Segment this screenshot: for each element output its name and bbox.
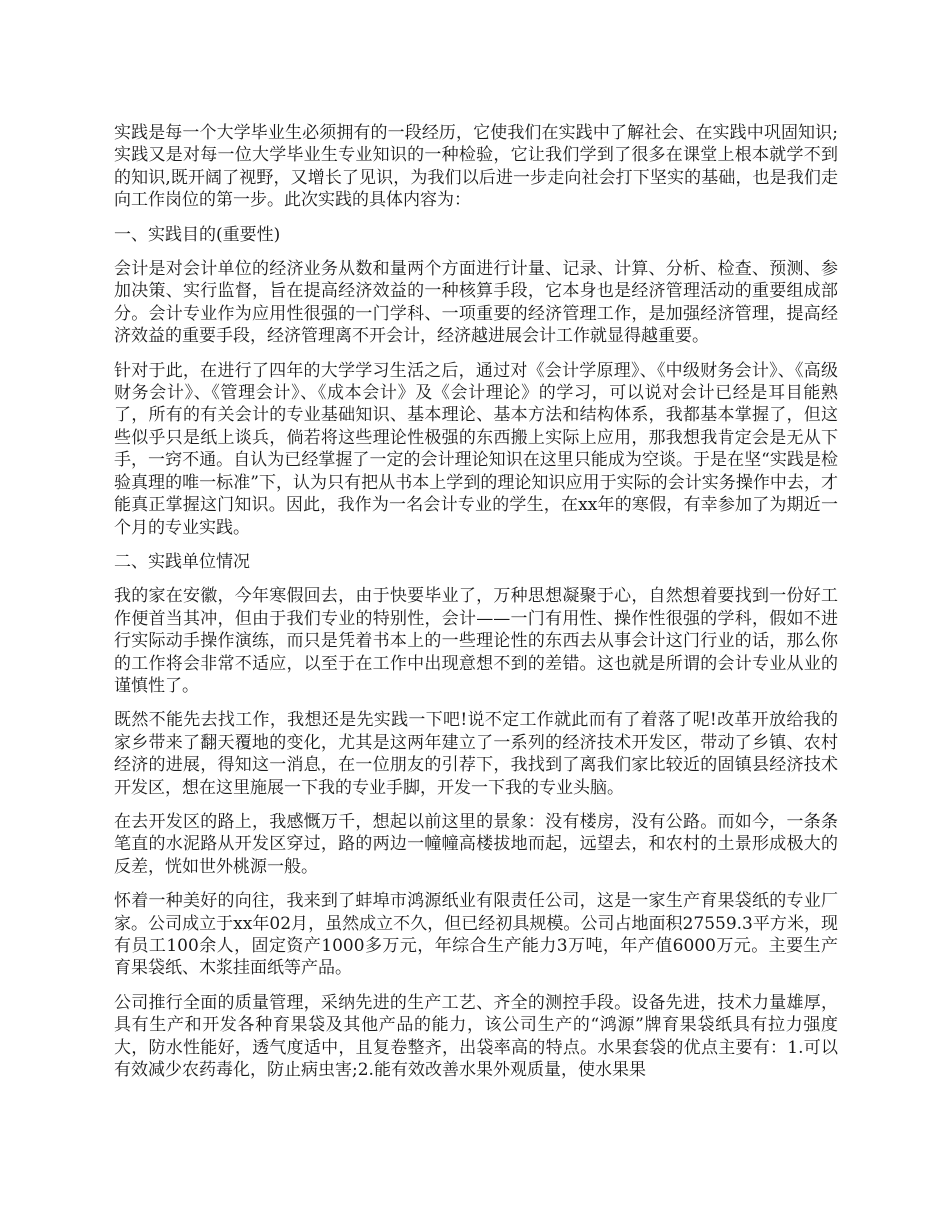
intro-paragraph: 实践是每一个大学毕业生必须拥有的一段经历，它使我们在实践中了解社会、在实践中巩固知识;实践又是对每一位大学毕业生专业知识的一种检验，它让我们学到了很多在课堂上根本就学不到的知识,既开阔了视野，又增长了见识，为我们以后进一步走向社会打下坚实的基础，也是我们走向工作岗位的第一步。此次实践的具体内容为： bbox=[114, 123, 838, 211]
paragraph-hometown: 我的家在安徽，今年寒假回去，由于快要毕业了，万种思想凝聚于心，自然想着要找到一份好工作便首当其冲，但由于我们专业的特别性，会计——一门有用性、操作性很强的学科，假如不进行实际动手操作演练，而只是凭着书本上的一些理论性的东西去从事会计这门行业的话，那么你的工作将会非常不适应，以至于在工作中出现意想不到的差错。这也就是所谓的会计专业从业的谨慎性了。 bbox=[114, 586, 838, 696]
section-heading-purpose: 一、实践目的(重要性) bbox=[114, 224, 281, 245]
paragraph-accounting-definition: 会计是对会计单位的经济业务从数和量两个方面进行计量、记录、计算、分析、检查、预测、参加决策、实行监督，旨在提高经济效益的一种核算手段，它本身也是经济管理活动的重要组成部分。会计专业作为应用性很强的一门学科、一项重要的经济管理工作，是加强经济管理，提高经济效益的重要手段，经济管理离不开会计，经济越进展会计工作就显得越重要。 bbox=[114, 259, 838, 347]
paragraph-development-zone: 既然不能先去找工作，我想还是先实践一下吧!说不定工作就此而有了着落了呢!改革开放给我的家乡带来了翻天覆地的变化，尤其是这两年建立了一系列的经济技术开发区，带动了乡镇、农村经济的进展，得知这一消息，在一位朋友的引荐下，我找到了离我们家比较近的固镇县经济技术开发区，想在这里施展一下我的专业手脚，开发一下我的专业头脑。 bbox=[114, 710, 838, 798]
paragraph-quality-management: 公司推行全面的质量管理，采纳先进的生产工艺、齐全的测控手段。设备先进，技术力量雄厚，具有生产和开发各种育果袋及其他产品的能力，该公司生产的“鸿源”牌育果袋纸具有拉力强度大，防水性能好，透气度适中，且复卷整齐，出袋率高的特点。水果套袋的优点主要有：1.可以有效减少农药毒化，防止病虫害;2.能有效改善水果外观质量，使水果果 bbox=[114, 992, 838, 1081]
paragraph-company-intro: 怀着一种美好的向往，我来到了蚌埠市鸿源纸业有限责任公司，这是一家生产育果袋纸的专业厂家。公司成立于xx年02月，虽然成立不久，但已经初具规模。公司占地面积27559.3平方米，现有员工100余人，固定资产1000多万元，年综合生产能力3万吨，年产值6000万元。主要生产育果袋纸、木浆挂面纸等产品。 bbox=[114, 891, 838, 979]
paragraph-road-scenery: 在去开发区的路上，我感慨万千，想起以前这里的景象：没有楼房，没有公路。而如今，一条条笔直的水泥路从开发区穿过，路的两边一幢幢高楼拔地而起，远望去，和农村的土景形成极大的反差，恍如世外桃源一般。 bbox=[114, 811, 838, 877]
paragraph-study-background: 针对于此，在进行了四年的大学学习生活之后，通过对《会计学原理》、《中级财务会计》、《高级财务会计》、《管理会计》、《成本会计》及《会计理论》的学习，可以说对会计已经是耳目能熟了，所有的有关会计的专业基础知识、基本理论、基本方法和结构体系，我都基本掌握了，但这些似乎只是纸上谈兵，倘若将这些理论性极强的东西搬上实际上应用，那我想我肯定会是无从下手，一窍不通。自认为已经掌握了一定的会计理论知识在这里只能成为空谈。于是在坚“实践是检验真理的唯一标准”下，认为只有把从书本上学到的理论知识应用于实际的会计实务操作中去，才能真正掌握这门知识。因此，我作为一名会计专业的学生，在xx年的寒假，有幸参加了为期近一个月的专业实践。 bbox=[114, 360, 838, 538]
section-heading-unit: 二、实践单位情况 bbox=[114, 551, 250, 572]
document-page bbox=[114, 122, 838, 1093]
